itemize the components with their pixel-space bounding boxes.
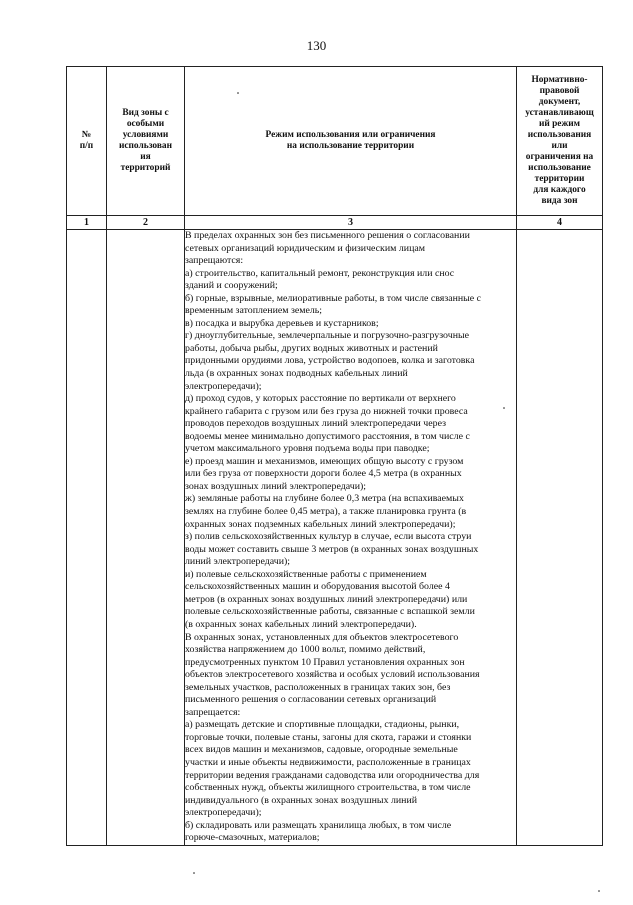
body-text-line: территории ведения гражданами садоводства или огородничества для [185, 769, 480, 781]
body-text-line: запрещается: [185, 706, 241, 718]
regulation-table [66, 66, 603, 846]
row-number-cell [67, 230, 107, 846]
body-text-line: хозяйства напряжением до 1000 вольт, помимо действий, [185, 644, 426, 656]
header-zone-type [107, 67, 185, 216]
body-text-line: всех видов машин и механизмов, садовые, огородные земельные [185, 744, 458, 756]
body-text-line: ж) земляные работы на глубине более 0,3 метра (на вспахиваемых [185, 493, 464, 505]
zone-type-cell [107, 230, 185, 846]
header-usage-regime-text [185, 130, 516, 152]
body-text-line: (в охранных зонах кабельных линий электропередачи). [185, 618, 417, 630]
header-zone-type-text [107, 108, 184, 174]
body-text-line: воды может составить свыше 3 метров (в охранных зонах воздушных [185, 543, 479, 555]
scan-speck [193, 872, 195, 874]
body-text-line: электропередачи); [185, 380, 262, 392]
header-line: на использование территории [286, 141, 415, 151]
body-text-line: объектов электросетевого хозяйства и особых условий использования [185, 669, 480, 681]
body-text-line: запрещаются: [185, 255, 244, 267]
header-line: ия [140, 152, 151, 162]
body-text-line: или без груза от поверхности дороги более 4,5 метра (в охранных [185, 468, 462, 480]
usage-regime-cell [185, 230, 517, 846]
header-line: для каждого [533, 185, 586, 195]
scan-speck [598, 890, 600, 892]
body-text-line: а) строительство, капитальный ремонт, реконструкция или снос [185, 267, 455, 279]
body-text-line: земельных участков, расположенных в границах таких зон, без [185, 681, 451, 693]
header-line: вида зон [541, 196, 578, 206]
column-number: 2 [107, 216, 185, 230]
header-line: № [81, 130, 92, 140]
body-text-line: льда (в охранных зонах подводных кабельных линий [185, 368, 408, 380]
body-text-line: проводов переходов воздушных линий электропередачи через [185, 418, 446, 430]
body-text-line: участки и иные объекты недвижимости, расположенные в границах [185, 756, 471, 768]
table-row [67, 230, 603, 846]
body-text-line: крайнего габарита с грузом или без груза до нижней точки провеса [185, 405, 468, 417]
body-text-line: собственных нужд, объекты жилищного строительства, в том числе [185, 782, 471, 794]
header-line: Нормативно- [531, 75, 588, 85]
body-text-line: торговые точки, полевые станы, загоны для скота, гаражи и стоянки [185, 731, 472, 743]
body-text-line: сетевых организаций юридическим и физическим лицам [185, 242, 425, 254]
header-line: Режим использования или ограничения [265, 130, 436, 140]
header-usage-regime [185, 67, 517, 216]
header-line: условиями [122, 130, 169, 140]
body-text-line: и) полевые сельскохозяйственные работы с применением [185, 568, 427, 580]
header-line: использован [118, 141, 173, 151]
header-line: территории [534, 174, 585, 184]
body-text-line: электропередачи); [185, 807, 262, 819]
header-line: ий режим [538, 119, 581, 129]
scan-speck [237, 92, 239, 94]
legal-document-cell [517, 230, 603, 846]
body-text-line: полевые сельскохозяйственные работы, связанные с вспашкой земли [185, 606, 475, 618]
header-legal-document-text [517, 75, 602, 207]
body-text-line: а) размещать детские и спортивные площадки, стадионы, рынки, [185, 719, 460, 731]
header-line: документ, [538, 97, 581, 107]
body-text-line: охранных зонах подземных кабельных линий электропередачи); [185, 518, 456, 530]
body-text-line: д) проход судов, у которых расстояние по вертикали от верхнего [185, 393, 456, 405]
column-number-row [67, 216, 603, 230]
body-text-line: сельскохозяйственных машин и оборудования высотой более 4 [185, 581, 450, 593]
header-row [67, 67, 603, 216]
body-text-line: линий электропередачи); [185, 556, 291, 568]
header-line: правовой [539, 86, 580, 96]
body-text-line: б) горные, взрывные, мелиоративные работы, в том числе связанные с [185, 292, 482, 304]
body-text-line: в) посадка и вырубка деревьев и кустарников; [185, 317, 379, 329]
body-text-line: е) проезд машин и механизмов, имеющих общую высоту с грузом [185, 455, 464, 467]
page-number: 130 [306, 38, 327, 53]
body-text-line: придонными орудиями лова, устройство водопоев, колка и заготовка [185, 355, 475, 367]
body-text-line: г) дноуглубительные, землечерпальные и погрузочно-разгрузочные [185, 330, 469, 342]
header-line: Вид зоны с [122, 108, 169, 118]
header-line: или [551, 141, 568, 151]
column-number: 3 [185, 216, 517, 230]
header-number-text [67, 130, 106, 152]
body-text-line: письменного решения о согласовании сетевых организаций [185, 694, 437, 706]
header-line: п/п [79, 141, 94, 151]
body-text-line: горюче-смазочных, материалов; [185, 832, 320, 844]
body-text-line: водоемы менее минимально допустимого расстояния, в том числе с [185, 430, 470, 442]
header-legal-document [517, 67, 603, 216]
header-line: особыми [126, 119, 165, 129]
body-text-line: предусмотренных пунктом 10 Правил установления охранных зон [185, 656, 465, 668]
body-text-line: В охранных зонах, установленных для объектов электросетевого [185, 631, 459, 643]
header-line: использование [528, 163, 591, 173]
header-line: устанавливающ [525, 108, 594, 118]
header-line: ограничения на [525, 152, 594, 162]
body-text-line: временным затоплением земель; [185, 305, 323, 317]
body-text-line: зданий и сооружений; [185, 280, 278, 292]
header-number [67, 67, 107, 216]
body-text-line: з) полив сельскохозяйственных культур в случае, если высота струи [185, 531, 472, 543]
body-text-line: зонах воздушных линий электропередачи); [185, 480, 367, 492]
header-line: использования [527, 130, 592, 140]
column-number: 1 [67, 216, 107, 230]
body-text-line: учетом максимального уровня подъема воды при паводке; [185, 443, 430, 455]
header-line: территорий [120, 163, 171, 173]
body-text-line: метров (в охранных зонах воздушных линий электропередачи) или [185, 593, 468, 605]
body-text-line: б) складировать или размещать хранилища любых, в том числе [185, 819, 452, 831]
body-text-line: работы, добыча рыбы, других водных животных и растений [185, 342, 438, 354]
column-number: 4 [517, 216, 603, 230]
body-text-line: землях на глубине более 0,45 метра), а также планировка грунта (в [185, 506, 467, 518]
body-text-line: В пределах охранных зон без письменного решения о согласовании [185, 230, 470, 241]
scan-speck [503, 407, 505, 409]
body-text-line: индивидуального (в охранных зонах воздушных линий [185, 794, 418, 806]
